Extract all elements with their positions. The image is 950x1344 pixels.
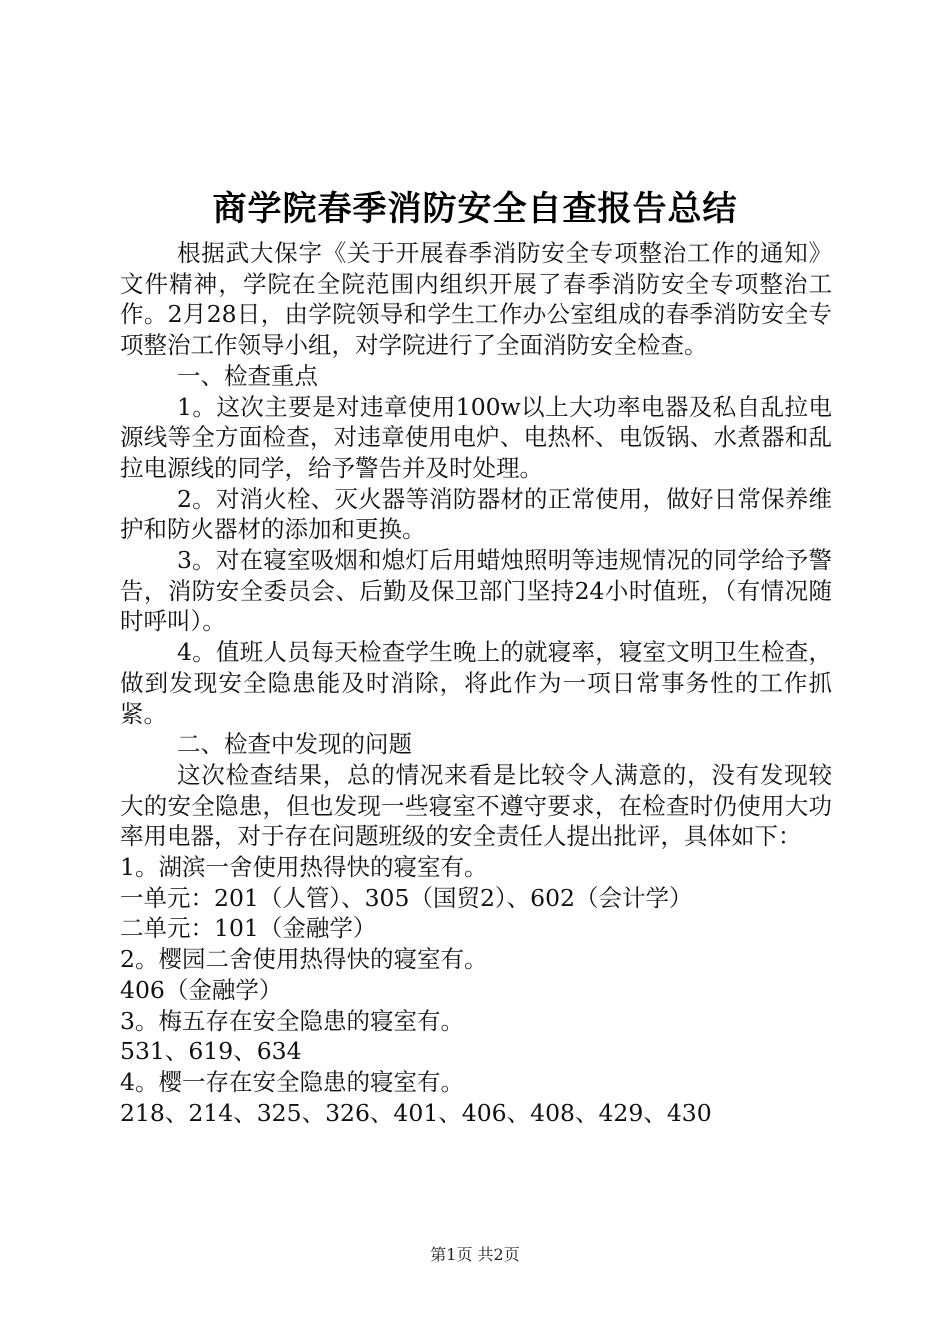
checklist-item-3: 3。对在寝室吸烟和熄灯后用蜡烛照明等违规情况的同学给予警告，消防安全委员会、后勤及保卫部门坚持24小时值班，（有情况随时呼叫）。 — [120, 546, 832, 636]
checklist-item-4: 4。值班人员每天检查学生晚上的就寝率，寝室文明卫生检查，做到发现安全隐患能及时消除，将此作为一项日常事务性的工作抓紧。 — [120, 638, 832, 728]
document-body — [120, 238, 832, 1128]
findings-paragraph: 这次检查结果，总的情况来看是比较令人满意的，没有发现较大的安全隐患，但也发现一些寝室不遵守要求，在检查时仍使用大功率用电器，对于存在问题班级的安全责任人提出批评，具体如下： — [120, 760, 832, 851]
finding-line: 1。湖滨一舍使用热得快的寝室有。 — [120, 853, 488, 882]
finding-line: 一单元：201（人管）、305（国贸2）、602（会计学） — [120, 883, 693, 912]
finding-line: 406（金融学） — [120, 975, 283, 1004]
intro-paragraph: 根据武大保字《关于开展春季消防安全专项整治工作的通知》文件精神，学院在全院范围内组织开展了春季消防安全专项整治工作。2月28日，由学院领导和学生工作办公室组成的春季消防安全专项整治工作领导小组，对学院进行了全面消防安全检查。 — [120, 239, 832, 360]
finding-line: 218、214、325、326、401、406、408、429、430 — [120, 1098, 712, 1127]
checklist-item-2: 2。对消火栓、灭火器等消防器材的正常使用，做好日常保养维护和防火器材的添加和更换。 — [120, 484, 832, 544]
finding-line: 3。梅五存在安全隐患的寝室有。 — [120, 1006, 464, 1035]
section-heading-2: 二、检查中发现的问题 — [177, 730, 412, 759]
finding-line: 2。樱园二舍使用热得快的寝室有。 — [120, 945, 488, 974]
page-number: 第1页 共2页 — [430, 1245, 520, 1264]
document-title: 商学院春季消防安全自查报告总结 — [212, 189, 738, 229]
checklist-item-1: 1。这次主要是对违章使用100w以上大功率电器及私自乱拉电源线等全方面检查，对违章使用电炉、电热杯、电饭锅、水煮器和乱拉电源线的同学，给予警告并及时处理。 — [120, 392, 832, 482]
section-heading-1: 一、检查重点 — [177, 361, 318, 390]
finding-line: 531、619、634 — [120, 1037, 302, 1066]
finding-line: 二单元：101（金融学） — [120, 914, 377, 943]
finding-line: 4。樱一存在安全隐患的寝室有。 — [120, 1067, 464, 1096]
